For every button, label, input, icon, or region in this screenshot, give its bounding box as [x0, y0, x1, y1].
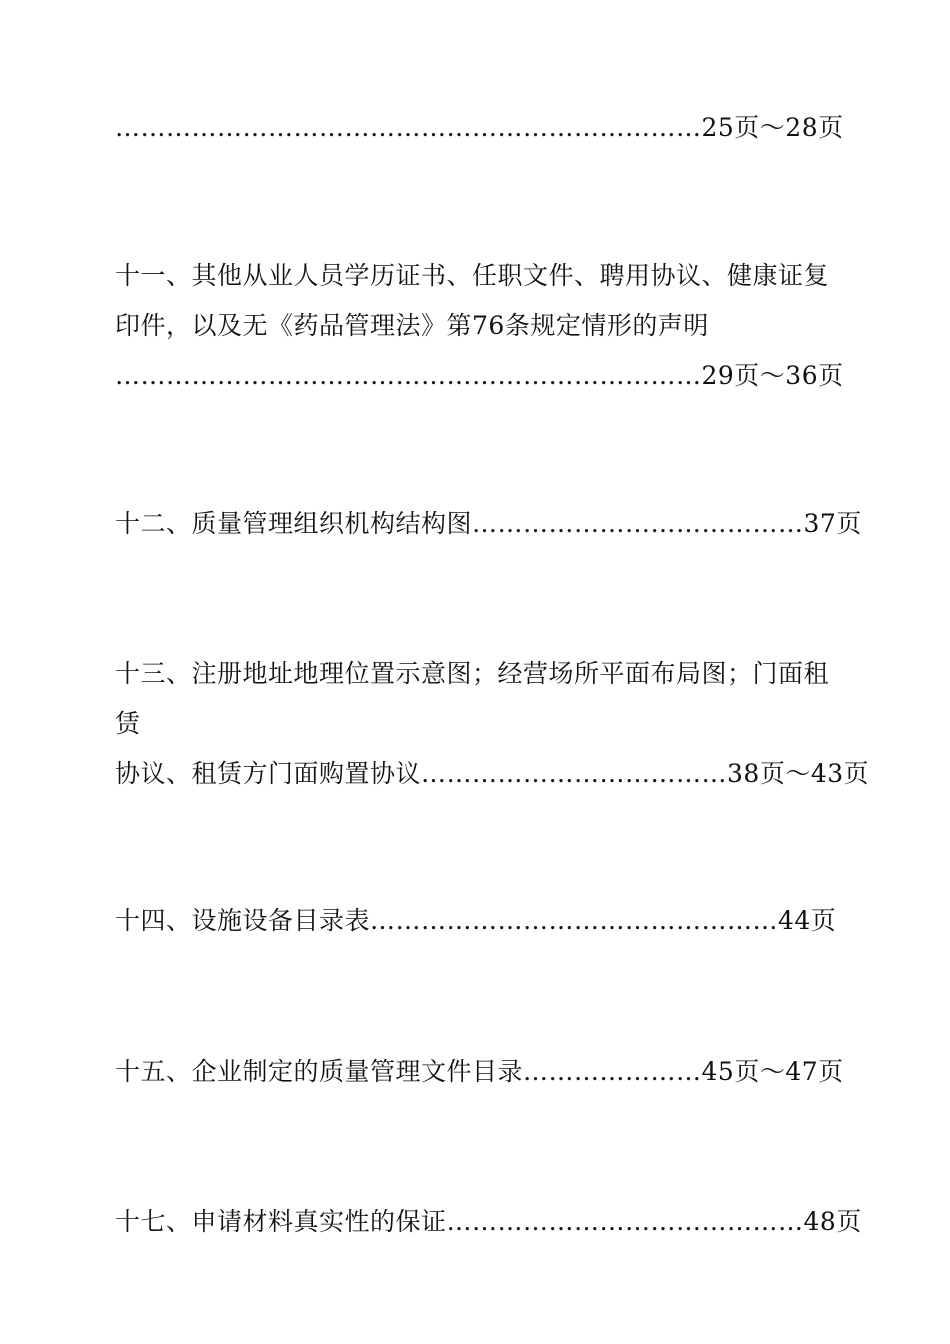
toc-entry-10-page-range: ……………………………………………………………25页～28页: [115, 113, 844, 142]
toc-entry-13-title-line1: 十三、注册地址地理位置示意图；经营场所平面布局图；门面租: [115, 659, 830, 688]
toc-entry-11-page-range: ……………………………………………………………29页～36页: [115, 361, 844, 390]
toc-entry-11-title-line2: 印件，以及无《药品管理法》第76条规定情形的声明: [115, 311, 709, 340]
toc-entry-12: 十二、质量管理组织机构结构图…………………………………37页: [115, 509, 862, 538]
toc-entry-11-title-line1: 十一、其他从业人员学历证书、任职文件、聘用协议、健康证复: [115, 261, 830, 290]
toc-entry-17: 十七、申请材料真实性的保证……………………………………48页: [115, 1207, 862, 1236]
toc-entry-13-title-line2: 赁: [115, 709, 141, 738]
toc-entry-15: 十五、企业制定的质量管理文件目录…………………45页～47页: [115, 1057, 844, 1086]
toc-entry-13-title-line3: 协议、租赁方门面购置协议………………………………38页～43页: [115, 759, 870, 788]
toc-entry-14: 十四、设施设备目录表…………………………………………44页: [115, 906, 837, 935]
